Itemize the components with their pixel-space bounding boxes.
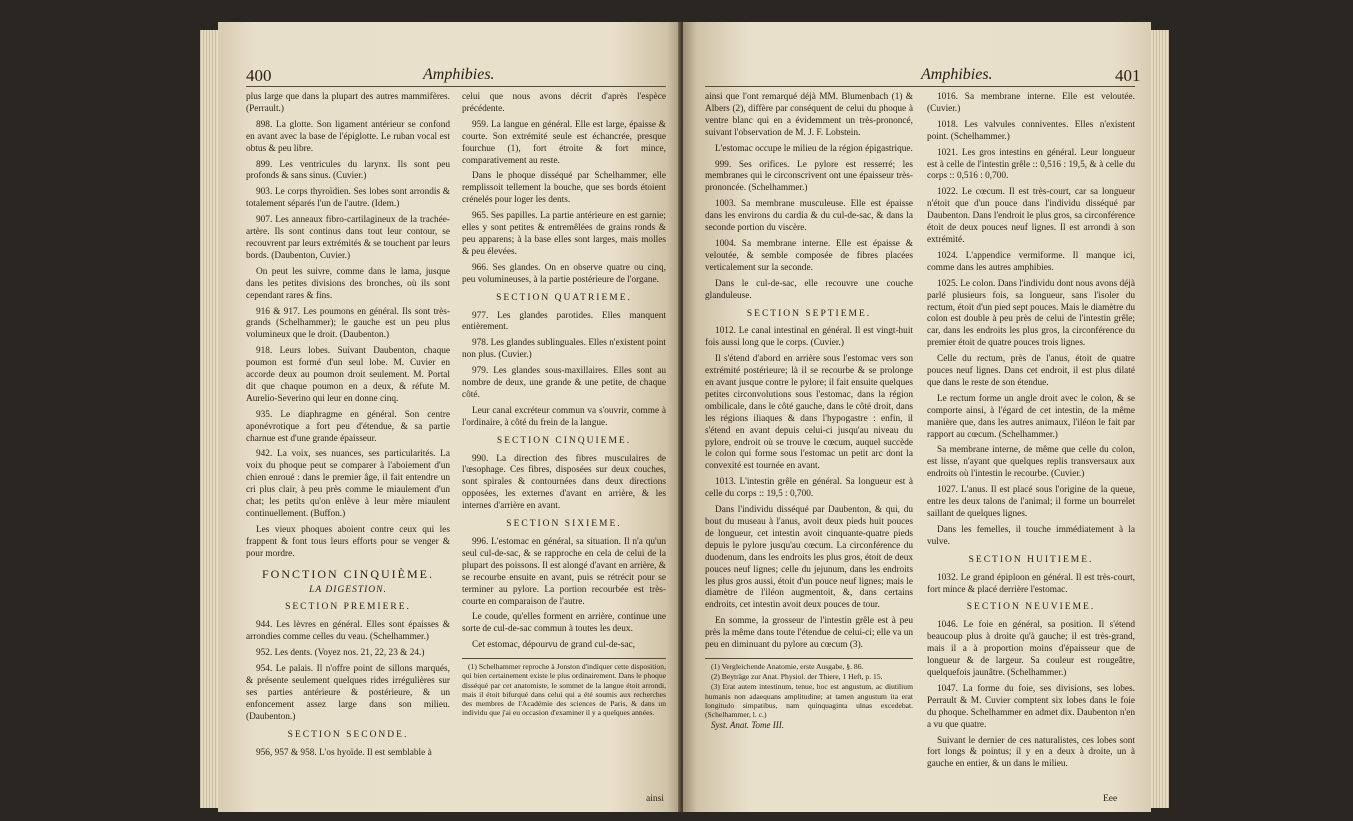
paragraph: 1004. Sa membrane interne. Elle est épaisse & veloutée, & semble composée de fibres placées verticalement sur la seconde. [705, 238, 913, 273]
paragraph: 898. La glotte. Son ligament antérieur se confond en avant avec la base de l'épiglotte. Le ruban vocal est obtus & peu libre. [246, 119, 450, 154]
paragraph: plus large que dans la plupart des autres mammifères. (Perrault.) [246, 92, 450, 114]
text-column-left-2 [462, 92, 666, 718]
text-column-right-1 [705, 92, 913, 731]
page-number-right: 401 [1115, 66, 1141, 85]
paragraph: 1012. Le canal intestinal en général. Il est vingt-huit fois aussi long que le corps. (Cuvier.) [705, 326, 913, 349]
footnote: (1) Schelhammer reproche à Jonston d'indiquer cette disposition, qui bien certainement existe le plus ordinairement. Dans le phoque disséqué par cet anatomiste, le sommet de la langue étoit arrondi, mais il étoit bifurqué dans celui qui a été soumis aux recherches des membres de l'Académie des sciences de Paris, & dans un individu que j'ai eu occasion d'examiner il y a quelques années. [462, 662, 666, 718]
section-heading: LA DIGESTION. [309, 584, 387, 595]
text-column-right-2 [927, 92, 1135, 775]
paragraph: 1022. Le cœcum. Il est très-court, car sa longueur n'étoit que d'un pouce dans l'individu disséqué par Daubenton. Dans l'endroit le plus gros, sa circonférence étoit de deux pouces neuf lignes. Il est arrondi à son extrémité. [927, 187, 1135, 245]
paragraph: 918. Leurs lobes. Suivant Daubenton, chaque poumon est formé d'un seul lobe. M. Cuvier en accorde deux au poumon droit seulement. M. Portal dit que chaque poumon en a deux, & réfute M. Aurelio-Severino qui leur en donne cinq. [246, 346, 450, 404]
page-number-left: 400 [246, 66, 272, 85]
paragraph: 916 & 917. Les poumons en général. Ils sont très-grands (Schelhammer); le gauche est un peu plus volumineux que le droit. (Daubenton.) [246, 306, 450, 341]
page-edges-right [1151, 30, 1169, 808]
paragraph: 999. Ses orifices. Le pylore est resserré; les membranes qui le circonscrivent ont une épaisseur très-prononcée. (Schelhammer.) [705, 159, 913, 194]
signature-mark: Eee [1103, 794, 1118, 804]
page-edges-left [200, 30, 218, 808]
paragraph: 979. Les glandes sous-maxillaires. Elles sont au nombre de deux, une grande & une petite, de chaque côté. [462, 366, 666, 400]
section-heading: SECTION QUATRIEME. [496, 292, 632, 303]
section-heading: SECTION SIXIEME. [506, 519, 622, 530]
paragraph: ainsi que l'ont remarqué déjà MM. Blumenbach (1) & Albers (2), diffère par conséquent de celui du phoque à ventre blanc qui en a évidemment un très-prononcé, suivant l'observation de M. J. F. Lobstein. [705, 92, 913, 138]
paragraph: Dans le cul-de-sac, elle recouvre une couche glanduleuse. [705, 278, 913, 301]
text-column-left-1 [246, 92, 450, 763]
section-heading: SECTION SECONDE. [287, 729, 409, 740]
paragraph: Dans le phoque disséqué par Schelhammer, elle remplissoit tellement la bouche, que ses bords étoient crénelés pour loger les dents. [462, 171, 666, 206]
paragraph: 1025. Le colon. Dans l'individu dont nous avons déjà parlé plusieurs fois, sa longueur, sans l'isoler du rectum, étoit d'un pied sept pouces. Mais le diamètre du colon est double à peu près de celui de l'intestin grêle; car, dans les endroits les plus gros, la circonférence du premier étoit de quatre pouces trois lignes. [927, 278, 1135, 349]
paragraph: Leur canal excréteur commun va s'ouvrir, comme à l'ordinaire, à côté du frein de la langue. [462, 405, 666, 428]
volume-signature: Syst. Anat. Tome III. [711, 720, 784, 731]
paragraph: 1024. L'appendice vermiforme. Il manque ici, comme dans les autres amphibies. [927, 250, 1135, 273]
header-rule-left [246, 86, 666, 87]
header-rule-right [705, 86, 1135, 87]
paragraph: 990. La direction des fibres musculaires de l'œsophage. Ces fibres, disposées sur deux couches, sont spirales & contournées dans deux directions opposées, les externes d'avant en arrière, & les internes d'arrière en avant. [462, 453, 666, 512]
paragraph: Suivant le dernier de ces naturalistes, ces lobes sont fort longs & pointus; il y en a deux à droite, un à gauche en entier, & un dans le milieu. [927, 735, 1135, 770]
paragraph: 1021. Les gros intestins en général. Leur longueur est à celle de l'intestin grêle :: 0,516 : 19,5, & à celle du corps :: 0,516 : 0,700. [927, 147, 1135, 182]
paragraph: Le coude, qu'elles forment en arrière, continue une sorte de cul-de-sac commun à toutes les deux. [462, 612, 666, 635]
paragraph: 1018. Les valvules conniventes. Elles n'existent point. (Schelhammer.) [927, 119, 1135, 142]
paragraph: Celle du rectum, près de l'anus, étoit de quatre pouces neuf lignes. Dans cet endroit, il est plus dilaté que dans le reste de son étendue. [927, 354, 1135, 388]
paragraph: Il s'étend d'abord en arrière sous l'estomac vers son extrémité postérieure; là il se recourbe & se prolonge en avant jusque contre le pylore; il fait ensuite quelques petites circonvolutions sous l'estomac, dans la région ombilicale, dans le côté gauche, dans le côté droit, dans les régions iliaques & dans l'hypogastre : enfin, il s'étend en avant depuis celui-ci jusqu'au niveau du pylore, endroit où se trouve le cœcum, auquel succède le colon qui forme sous l'estomac un petit arc dont la convexité est tournée en avant. [705, 354, 913, 472]
footnote: (2) Beyträge zur Anat. Physiol. der Thiere, 1 Heft, p. 15. [711, 672, 883, 682]
paragraph: 1046. Le foie en général, sa position. Il s'étend beaucoup plus à droite qu'à gauche; il est très-grand, mais il a à proportion moins d'épaisseur que de longueur & de largeur. Sa couleur est rougeâtre, quelquefois jaunâtre. (Schelhammer.) [927, 620, 1135, 678]
paragraph: 978. Les glandes sublinguales. Elles n'existent point non plus. (Cuvier.) [462, 338, 666, 361]
running-title-right: Amphibies. [921, 66, 993, 83]
paragraph: celui que nous avons décrit d'après l'espèce précédente. [462, 92, 666, 114]
section-heading: SECTION HUITIEME. [968, 554, 1094, 565]
left-page [218, 22, 681, 812]
paragraph: 903. Le corps thyroïdien. Ses lobes sont arrondis & totalement séparés l'un de l'autre. (Idem.) [246, 187, 450, 210]
paragraph: Sa membrane interne, de même que celle du colon, est lisse, n'ayant que quelques replis transversaux aux endroits où l'intestin le recourbe. (Cuvier.) [927, 445, 1135, 480]
paragraph: 1013. L'intestin grêle en général. Sa longueur est à celle du corps :: 19,5 : 0,700. [705, 477, 913, 500]
paragraph: 977. Les glandes parotides. Elles manquent entièrement. [462, 310, 666, 333]
paragraph: 996. L'estomac en général, sa situation. Il n'a qu'un seul cul-de-sac, & se rapproche en cela de celui de la plupart des poissons. Il est alongé d'avant en arrière, & se recourbe ensuite en avant, puis se rétrécit pour se terminer au pylore. La portion recourbée est très-courte en comparaison de l'autre. [462, 537, 666, 607]
paragraph: Dans l'individu disséqué par Daubenton, & qui, du bout du museau à l'anus, avoit deux pieds huit pouces de longueur, cet intestin avoit cinquante-quatre pieds depuis le pylore jusqu'au cœcum. La circonférence du duodenum, dans les endroits les plus gros, étoit de deux pouces neuf lignes; celle du jejunum, dans les endroits les plus gros aussi, étoit d'un pouce neuf lignes; mais le diamètre de l'iléon augmentoit, &, dans certains endroits, cet intestin avoit deux pouces de tour. [705, 505, 913, 611]
footnotes [462, 658, 666, 717]
catchword-left: ainsi [646, 794, 664, 804]
right-page [683, 22, 1151, 812]
section-heading: SECTION SEPTIEME. [746, 308, 872, 319]
paragraph: 966. Ses glandes. On en observe quatre ou cinq, peu volumineuses, à la partie postérieure de l'organe. [462, 262, 666, 285]
paragraph: 935. Le diaphragme en général. Son centre aponévrotique a fort peu d'étendue, & sa partie charnue est d'une grande épaisseur. [246, 409, 450, 444]
paragraph: 1047. La forme du foie, ses divisions, ses lobes. Perrault & M. Cuvier comptent six lobes dans le foie du phoque. Schelhammer en admet dix. Daubenton n'en a vu que quatre. [927, 683, 1135, 730]
paragraph: 899. Les ventricules du larynx. Ils sont peu profonds & sans sinus. (Cuvier.) [246, 159, 450, 182]
paragraph: 944. Les lèvres en général. Elles sont épaisses & arrondies comme celles du veau. (Schelhammer.) [246, 620, 450, 643]
paragraph: Les vieux phoques aboient contre ceux qui les frappent & font tous leurs efforts pour se venger & pour mordre. [246, 524, 450, 559]
paragraph: Le rectum forme un angle droit avec le colon, & se comporte ainsi, à l'égard de cet intestin, de la même manière que, dans les autres animaux, l'iléon le fait par rapport au cœcum. (Schelhammer.) [927, 393, 1135, 440]
footnote: (1) Vergleichende Anatomie, erste Ausgabe, §. 86. [711, 661, 864, 671]
paragraph: 952. Les dents. (Voyez nos. 21, 22, 23 & 24.) [256, 648, 425, 659]
paragraph: En somme, la grosseur de l'intestin grêle est à peu près la même dans toute l'étendue de celui-ci; elle va un peu en diminuant du pylore au cœcum (3). [705, 616, 913, 651]
paragraph: 1003. Sa membrane musculeuse. Elle est épaisse dans les environs du cardia & du cul-de-sac, & dans la seconde portion du viscère. [705, 199, 913, 234]
section-heading: SECTION PREMIERE. [285, 602, 411, 613]
paragraph: On peut les suivre, comme dans le lama, jusque dans les petites divisions des bronches, où ils sont cependant rares & fins. [246, 266, 450, 301]
paragraph: 907. Les anneaux fibro-cartilagineux de la trachée-artère. Ils sont continus dans tout leur contour, se recouvrent par leurs extrémités & se touchent par leurs bords. (Daubenton, Cuvier.) [246, 215, 450, 261]
paragraph: 965. Ses papilles. La partie antérieure en est garnie; elles y sont petites & entremêlées de grains ronds & peu apparens; à la base elles sont larges, mais molles & peu élevées. [462, 211, 666, 257]
section-heading: FONCTION CINQUIÈME. [262, 566, 434, 581]
running-title-left: Amphibies. [423, 66, 495, 83]
section-heading: SECTION NEUVIEME. [966, 602, 1096, 613]
paragraph: 1032. Le grand épiploon en général. Il est très-court, fort mince & placé derrière l'estomac. [927, 572, 1135, 595]
paragraph: 956, 957 & 958. L'os hyoïde. Il est semblable à [256, 747, 432, 758]
paragraph: 1016. Sa membrane interne. Elle est veloutée. (Cuvier.) [927, 92, 1135, 114]
paragraph: L'estomac occupe le milieu de la région épigastrique. [715, 143, 913, 154]
footnote: (3) Erat autem intestinum, tenue, hoc est angustum, ac diutilium humanis non adaequans amplitudine; at tamen angustum ita erat longitudo simpatibus, nam quinquaginta ulnas excedebat. (Schelhammer, l. c.) [705, 682, 913, 719]
paragraph: 954. Le palais. Il n'offre point de sillons marqués, & présente seulement quelques rides irrégulières sur ses parties antérieure & postérieure, & un enfoncement assez large dans son milieu. (Daubenton.) [246, 664, 450, 722]
footnotes [705, 658, 913, 730]
paragraph: 1027. L'anus. Il est placé sous l'origine de la queue, entre les deux talons de l'animal; il forme un bourrelet saillant de quelques lignes. [927, 485, 1135, 519]
paragraph: Dans les femelles, il touche immédiatement à la vulve. [927, 524, 1135, 547]
paragraph: 942. La voix, ses nuances, ses particularités. La voix du phoque peut se comparer à l'aboiement d'un chien enroué : dans le premier âge, il fait entendre un cri plus clair, à peu près comme le miaulement d'un chat; les petits qu'on enlève à leur mère miaulent continuellement. (Buffon.) [246, 449, 450, 519]
section-heading: SECTION CINQUIEME. [496, 435, 632, 446]
paragraph: Cet estomac, dépourvu de grand cul-de-sac, [472, 640, 635, 651]
paragraph: 959. La langue en général. Elle est large, épaisse & courte. Son extrémité seule est échancrée, presque fourchue (1), fort étroite & fort mince, comparativement au reste. [462, 119, 666, 166]
